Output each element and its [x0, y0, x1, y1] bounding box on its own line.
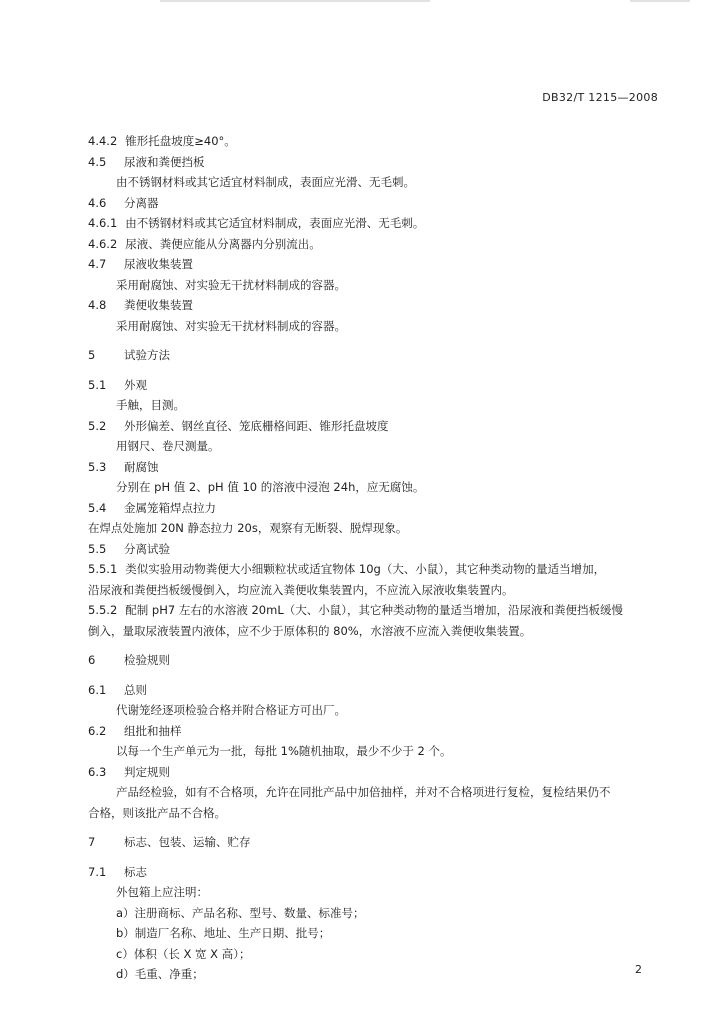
clause-body: 由不锈钢材料或其它适宜材料制成，表面应光滑、无毛刺。 — [125, 216, 425, 230]
clause-body: 锥形托盘坡度≥40°。 — [125, 134, 236, 148]
clause-body: 尿液、粪便应能从分离器内分别流出。 — [125, 236, 321, 251]
clause-body: 采用耐腐蚀、对实验无干扰材料制成的容器。 — [116, 277, 346, 292]
clause-body: 采用耐腐蚀、对实验无干扰材料制成的容器。 — [116, 318, 346, 333]
clause-number: 6.3 — [88, 764, 107, 779]
clause-text — [88, 436, 668, 457]
clause-heading — [88, 345, 668, 366]
clause-number: 5.5.1 — [88, 562, 118, 576]
clause-body: 类似实验用动物粪便大小细颗粒状或适宜物体 10g（大、小鼠），其它种类动物的量适当增加， — [125, 562, 606, 576]
paragraph-gap — [88, 853, 668, 862]
clause-number: 7 — [88, 835, 96, 849]
clause-heading — [88, 832, 668, 853]
paragraph-gap — [88, 641, 668, 650]
clause-heading — [88, 416, 668, 437]
clause-heading — [88, 375, 668, 396]
clause-heading — [88, 600, 668, 621]
clause-number: 4.5 — [88, 154, 107, 169]
clause-text — [88, 923, 668, 944]
clause-text — [88, 944, 668, 965]
clause-text — [88, 700, 668, 721]
clause-body: d）毛重、净重； — [116, 967, 204, 981]
clause-number: 4.8 — [88, 298, 107, 312]
clause-text — [88, 782, 668, 803]
clause-text — [88, 621, 668, 642]
clause-text — [88, 275, 668, 296]
clause-text — [88, 964, 668, 985]
clause-number: 4.6.1 — [88, 216, 118, 230]
clause-body: 在焊点处施加 20N 静态拉力 20s，观察有无断裂、脱焊现象。 — [88, 521, 408, 535]
clause-text — [88, 518, 668, 539]
clause-heading — [88, 498, 668, 519]
clause-body: 外观 — [124, 377, 147, 392]
clause-body: a）注册商标、产品名称、型号、数量、标准号； — [116, 905, 365, 920]
clause-text — [88, 741, 668, 762]
clause-heading — [88, 254, 668, 275]
clause-heading — [88, 131, 668, 152]
clause-number: 5.4 — [88, 500, 107, 515]
clause-heading — [88, 457, 668, 478]
paragraph-gap — [88, 823, 668, 832]
clause-body: 粪便收集装置 — [124, 298, 193, 312]
clause-number: 5.5.2 — [88, 603, 118, 617]
clause-number: 4.6 — [88, 195, 107, 210]
clause-body: 外包箱上应注明： — [116, 885, 208, 899]
clause-body: 分别在 pH 值 2、pH 值 10 的溶液中浸泡 24h，应无腐蚀。 — [116, 480, 425, 494]
clause-body: 判定规则 — [124, 764, 170, 779]
clause-text — [88, 172, 668, 193]
clause-body: 代谢笼经逐项检验合格并附合格证方可出厂。 — [116, 703, 346, 717]
clause-body: 倒入，量取尿液装置内液体，应不少于原体积的 80%，水溶液不应流入粪便收集装置。 — [88, 623, 532, 638]
clause-heading — [88, 762, 668, 783]
clause-body: 总则 — [124, 682, 147, 697]
document-body — [88, 131, 668, 985]
paragraph-gap — [88, 366, 668, 375]
clause-number: 4.4.2 — [88, 134, 118, 148]
clause-body: 合格，则该批产品不合格。 — [88, 805, 226, 820]
clause-heading — [88, 862, 668, 883]
clause-body: 检验规则 — [124, 653, 170, 667]
clause-body: 由不锈钢材料或其它适宜材料制成，表面应光滑、无毛刺。 — [116, 175, 415, 189]
page-number: 2 — [635, 963, 642, 976]
clause-text — [88, 477, 668, 498]
clause-number: 4.6.2 — [88, 236, 118, 251]
clause-body: 配制 pH7 左右的水溶液 20mL（大、小鼠），其它种类动物的量适当增加，沿尿液和粪便挡板缓慢 — [125, 603, 623, 617]
clause-body: 标志 — [124, 864, 147, 879]
clause-heading — [88, 559, 668, 580]
clause-heading — [88, 213, 668, 234]
clause-number: 6.1 — [88, 682, 107, 697]
clause-text — [88, 580, 668, 601]
clause-body: c）体积（长 X 宽 X 高）； — [116, 946, 251, 961]
clause-body: 尿液和粪便挡板 — [124, 154, 205, 169]
clause-body: b）制造厂名称、地址、生产日期、批号； — [116, 926, 331, 940]
clause-heading — [88, 650, 668, 671]
clause-number: 7.1 — [88, 864, 107, 879]
clause-body: 分离器 — [124, 195, 159, 210]
clause-number: 4.7 — [88, 257, 107, 271]
clause-text — [88, 882, 668, 903]
clause-number: 5.2 — [88, 418, 107, 433]
clause-body: 以每一个生产单元为一批，每批 1%随机抽取，最少不少于 2 个。 — [116, 744, 452, 758]
clause-body: 耐腐蚀 — [124, 459, 159, 474]
clause-heading — [88, 295, 668, 316]
clause-number: 5.5 — [88, 541, 107, 556]
clause-body: 标志、包装、运输、贮存 — [124, 835, 251, 849]
scan-artifact — [160, 0, 430, 2]
clause-number: 6.2 — [88, 723, 107, 738]
clause-heading — [88, 680, 668, 701]
clause-number: 5.1 — [88, 377, 107, 392]
clause-body: 手触，目测。 — [116, 398, 185, 412]
standard-code: DB32/T 1215—2008 — [542, 91, 658, 104]
clause-text — [88, 395, 668, 416]
clause-text — [88, 903, 668, 924]
clause-body: 外形偏差、钢丝直径、笼底栅格间距、锥形托盘坡度 — [124, 418, 389, 433]
clause-heading — [88, 539, 668, 560]
clause-text — [88, 316, 668, 337]
paragraph-gap — [88, 336, 668, 345]
paragraph-gap — [88, 671, 668, 680]
scan-artifact — [630, 0, 690, 2]
clause-body: 产品经检验，如有不合格项，允许在同批产品中加倍抽样，并对不合格项进行复检，复检结果仍不 — [116, 785, 611, 799]
clause-heading — [88, 234, 668, 255]
clause-number: 6 — [88, 653, 96, 667]
clause-body: 试验方法 — [124, 348, 170, 362]
clause-number: 5 — [88, 348, 96, 362]
clause-body: 分离试验 — [124, 541, 170, 556]
clause-text — [88, 803, 668, 824]
clause-body: 用钢尺、卷尺测量。 — [116, 439, 220, 453]
clause-heading — [88, 152, 668, 173]
clause-body: 沿尿液和粪便挡板缓慢倒入，均应流入粪便收集装置内，不应流入尿液收集装置内。 — [88, 582, 514, 597]
clause-body: 组批和抽样 — [124, 723, 182, 738]
clause-body: 金属笼箱焊点拉力 — [124, 500, 216, 515]
clause-body: 尿液收集装置 — [124, 257, 193, 271]
clause-heading — [88, 193, 668, 214]
clause-number: 5.3 — [88, 459, 107, 474]
clause-heading — [88, 721, 668, 742]
